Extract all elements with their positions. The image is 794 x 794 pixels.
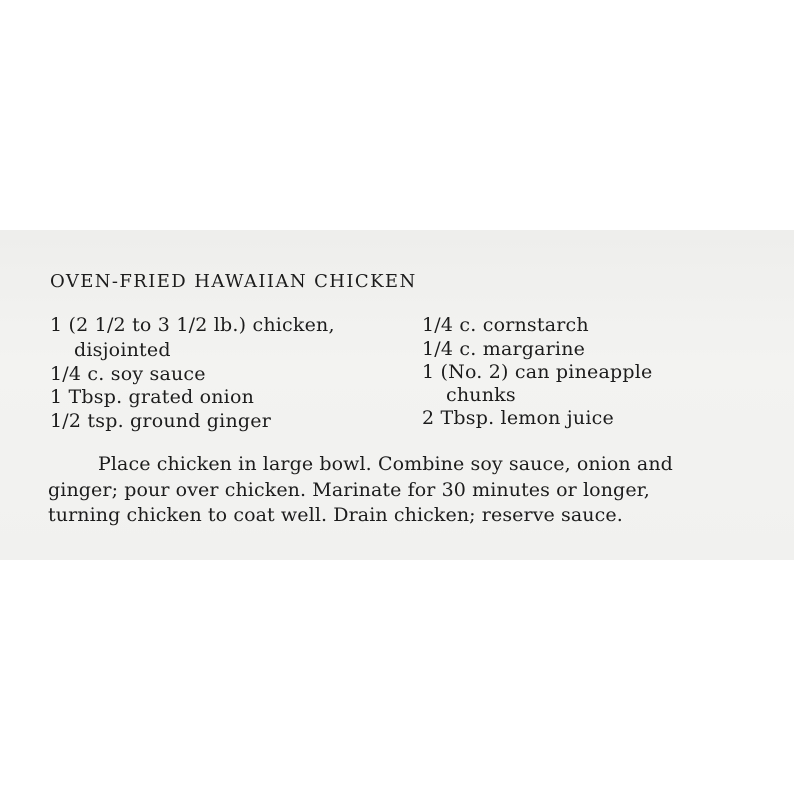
- ingredient-right-1: 1/4 c. cornstarch: [422, 314, 589, 336]
- ingredient-left-4: 1/2 tsp. ground ginger: [50, 410, 271, 432]
- ingredient-right-2: 1/4 c. margarine: [422, 338, 586, 360]
- instruction-line-2: ginger; pour over chicken. Marinate for 30 minutes or longer,: [48, 479, 650, 501]
- ingredient-left-1: 1 (2 1/2 to 3 1/2 lb.) chicken,: [50, 314, 335, 336]
- ingredient-left-3: 1 Tbsp. grated onion: [50, 386, 255, 408]
- ingredient-left-1-continued: disjointed: [74, 339, 171, 361]
- ingredient-left-2: 1/4 c. soy sauce: [50, 363, 206, 385]
- recipe-title: OVEN-FRIED HAWAIIAN CHICKEN: [50, 271, 417, 292]
- instruction-line-1: Place chicken in large bowl. Combine soy sauce, onion and: [98, 453, 673, 475]
- ingredient-right-3-continued: chunks: [446, 384, 516, 406]
- ingredient-right-3: 1 (No. 2) can pineapple: [422, 361, 653, 383]
- instruction-line-3: turning chicken to coat well. Drain chicken; reserve sauce.: [48, 504, 623, 526]
- ingredient-right-4: 2 Tbsp. lemon juice: [422, 407, 614, 429]
